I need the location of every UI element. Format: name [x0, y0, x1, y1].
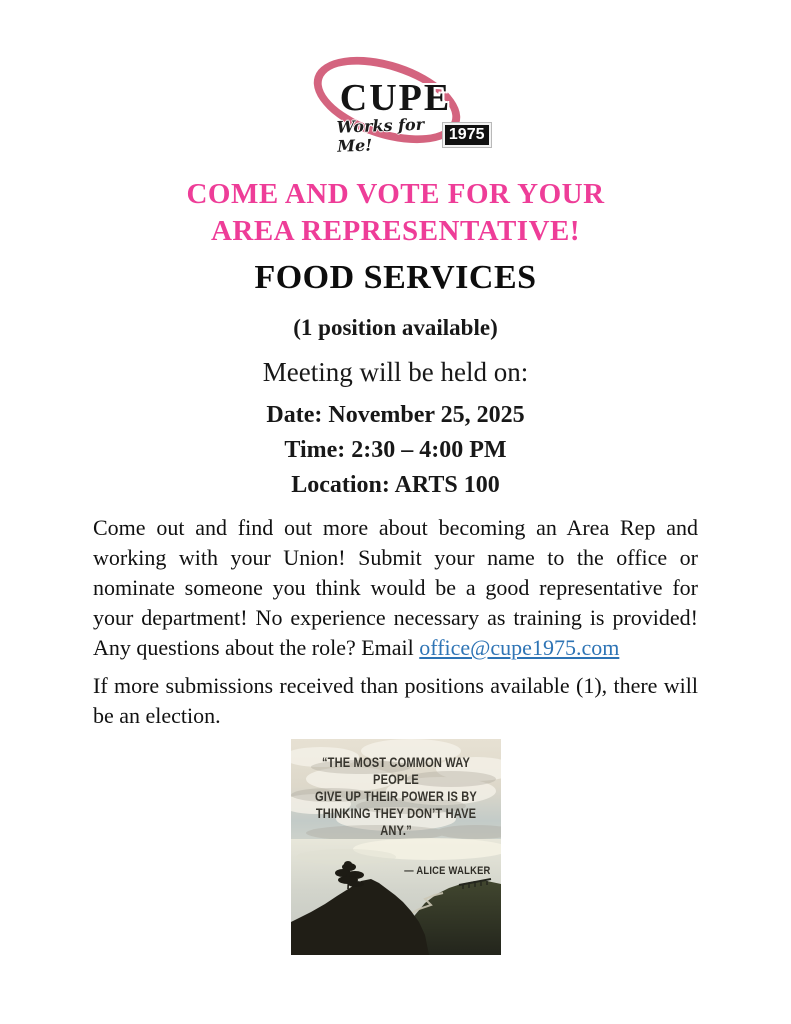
meeting-intro: Meeting will be held on:	[262, 357, 529, 387]
meeting-date: Date: November 25, 2025	[266, 402, 525, 428]
quote-line-3: THINKING THEY DON’T HAVE ANY.”	[315, 806, 476, 838]
logo-tagline: Works for Me!	[335, 114, 424, 156]
quote-text	[309, 754, 481, 839]
meeting-details	[0, 398, 791, 503]
headline-line-2: AREA REPRESENTATIVE!	[210, 215, 581, 247]
body-paragraph-2: If more submissions received than positions available (1), there will be an election.	[93, 673, 698, 728]
department-title: FOOD SERVICES	[254, 259, 537, 296]
body-paragraph-1-text: Come out and find out more about becoming an Area Rep and working with your Union! Submit your name to the office or nominate someone you think would be a good representative for your department! No experience necessary as training is provided! Any questions about the role? Email	[93, 515, 698, 660]
body-paragraph-1	[93, 513, 698, 663]
headline-line-1: COME AND VOTE FOR YOUR	[186, 178, 605, 210]
email-link[interactable]: office@cupe1975.com	[419, 635, 620, 660]
logo-year-badge: 1975	[443, 123, 491, 147]
quote-line-2: GIVE UP THEIR POWER IS BY	[314, 789, 477, 804]
positions-note: (1 position available)	[293, 315, 498, 340]
quote-line-1: “THE MOST COMMON WAY PEOPLE	[321, 755, 470, 787]
headline	[0, 176, 791, 250]
meeting-time: Time: 2:30 – 4:00 PM	[284, 437, 507, 463]
quote-attribution: — ALICE WALKER	[404, 865, 491, 877]
logo-wordmark: CUPE	[339, 77, 452, 119]
cupe-logo	[301, 52, 491, 164]
meeting-location: Location: ARTS 100	[291, 472, 500, 498]
quote-image	[291, 739, 501, 955]
